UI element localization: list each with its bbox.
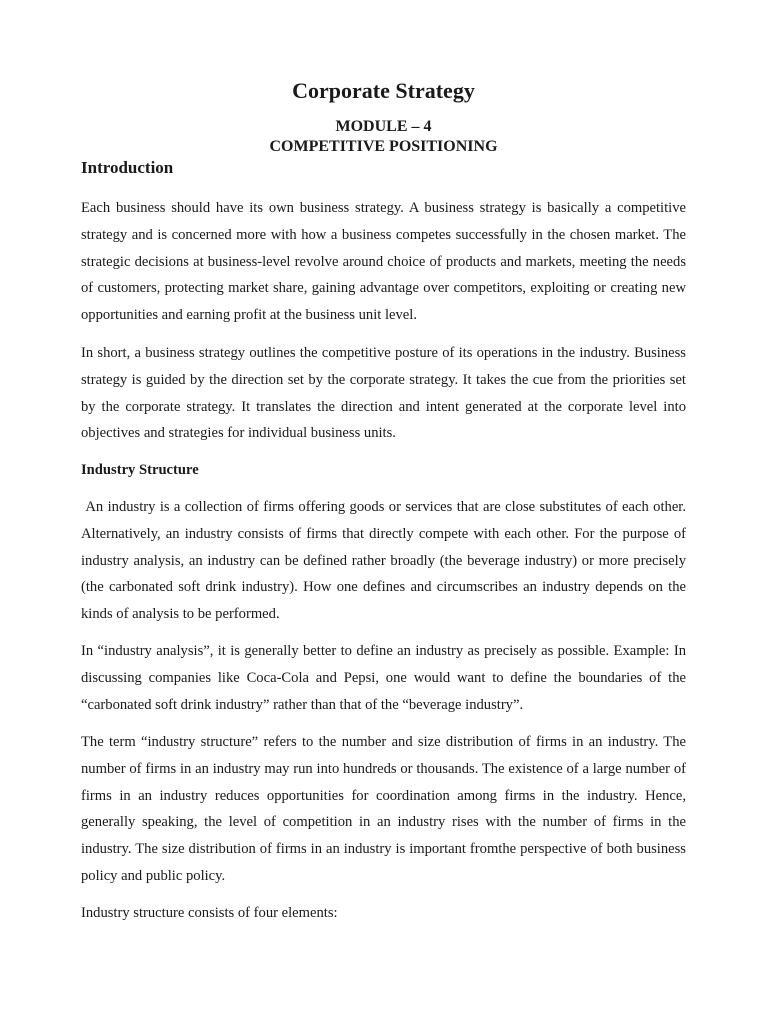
- industry-paragraph-1: An industry is a collection of firms offering goods or services that are close substitutes of each other. Alternatively, an industry consists of firms that directly compete with each other. For the purpose of industry analysis, an industry can be defined rather broadly (the beverage industry) or more precisely (the carbonated soft drink industry). How one defines and circumscribes an industry depends on the kinds of analysis to be performed.: [81, 499, 690, 623]
- intro-paragraph-2: In short, a business strategy outlines the competitive posture of its operations in the industry. Business strategy is guided by the direction set by the corporate strategy. It takes the cue from the priorities set by the corporate strategy. It translates the direction and intent generated at the corporate level into objectives and strategies for individual business units.: [81, 345, 686, 442]
- intro-paragraph-1: Each business should have its own business strategy. A business strategy is basically a competitive strategy and is concerned more with how a business competes successfully in the chosen market. The strategic decisions at business-level revolve around choice of products and markets, meeting the needs of customers, protecting market share, gaining advantage over competitors, exploiting or creating new opportunities and earning profit at the business unit level.: [81, 200, 686, 324]
- document-title: Corporate Strategy: [292, 78, 475, 103]
- introduction-heading: Introduction: [81, 158, 174, 177]
- document-subtitle: COMPETITIVE POSITIONING: [269, 138, 498, 155]
- module-label: MODULE – 4: [335, 118, 432, 135]
- industry-paragraph-3: The term “industry structure” refers to the number and size distribution of firms in an industry. The number of firms in an industry may run into hundreds or thousands. The existence of a large number of firms in an industry reduces opportunities for coordination among firms in the industry. Hence, generally speaking, the level of competition in an industry rises with the number of firms in the industry. The size distribution of firms in an industry is important fromthe perspective of both business policy and public policy.: [81, 734, 686, 884]
- industry-structure-heading: Industry Structure: [81, 462, 199, 478]
- industry-paragraph-4: Industry structure consists of four elements:: [81, 905, 338, 921]
- industry-paragraph-2: In “industry analysis”, it is generally better to define an industry as precisely as possible. Example: In discussing companies like Coca-Cola and Pepsi, one would want to define the boundaries of the “carbonated soft drink industry” rather than that of the “beverage industry”.: [81, 643, 686, 713]
